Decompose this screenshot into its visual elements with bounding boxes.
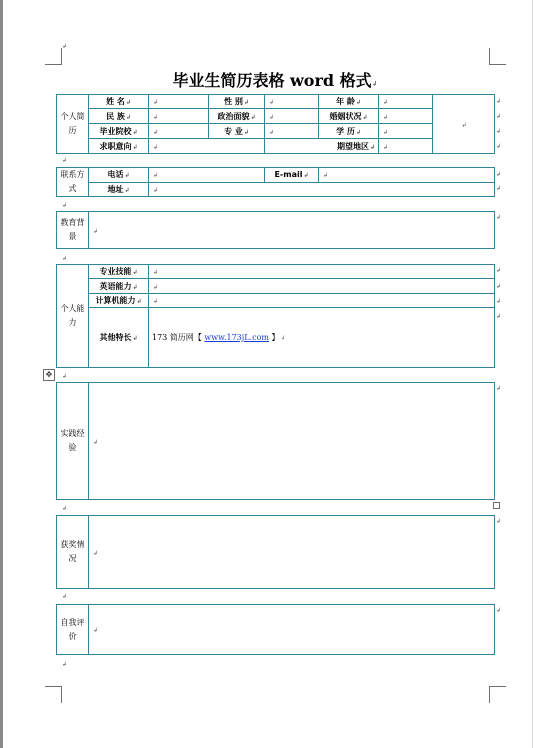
email-label[interactable]: E-mail↲ (265, 168, 319, 183)
ability-table (56, 264, 495, 368)
row-end-mark: ↲ (496, 518, 502, 525)
self-eval-field[interactable]: ↲ (89, 605, 495, 655)
gender-field[interactable]: ↲ (265, 95, 319, 109)
page-edge-left (0, 0, 3, 748)
paragraph-mark: ↲ (62, 373, 68, 380)
name-label[interactable]: 姓 名↲ (89, 95, 149, 109)
contact-table (56, 167, 495, 197)
row-end-mark: ↲ (496, 128, 502, 135)
section-practice[interactable]: 实践经验 (57, 383, 89, 500)
politics-label[interactable]: 政治面貌↲ (209, 109, 265, 124)
other-field[interactable]: 173 简历网【 www.173jL.com 】↲ (149, 308, 495, 368)
row-end-mark: ↲ (496, 214, 502, 221)
paragraph-mark: ↲ (62, 43, 68, 50)
row-end-mark: ↲ (496, 185, 502, 192)
ethnicity-label[interactable]: 民 族↲ (89, 109, 149, 124)
section-contact[interactable]: 联系方式 (57, 168, 89, 197)
table-resize-handle-icon[interactable] (493, 502, 500, 509)
paragraph-mark: ↲ (62, 202, 68, 209)
row-end-mark: ↲ (496, 98, 502, 105)
age-label[interactable]: 年 龄↲ (319, 95, 379, 109)
major-label[interactable]: 专 业↲ (209, 124, 265, 139)
crop-mark-bottom-right (489, 686, 506, 703)
website-link[interactable]: www.173jL.com (204, 333, 269, 342)
skill-label[interactable]: 专业技能↲ (89, 265, 149, 279)
education-table (56, 211, 495, 249)
section-self-eval[interactable]: 自我评价 (57, 605, 89, 655)
computer-field[interactable]: ↲ (149, 294, 495, 308)
crop-mark-top-left (45, 48, 62, 65)
basic-info-table (56, 94, 495, 154)
section-education[interactable]: 教育背景 (57, 212, 89, 249)
self-eval-table (56, 604, 495, 655)
awards-field[interactable]: ↲ (89, 516, 495, 589)
other-label[interactable]: 其他特长↲ (89, 308, 149, 368)
marital-label[interactable]: 婚姻状况↲ (319, 109, 379, 124)
paragraph-mark: ↲ (62, 593, 68, 600)
skill-field[interactable]: ↲ (149, 265, 495, 279)
email-field[interactable]: ↲ (319, 168, 495, 183)
photo-cell[interactable]: ↲ (433, 95, 495, 154)
degree-label[interactable]: 学 历↲ (319, 124, 379, 139)
degree-field[interactable]: ↲ (379, 124, 433, 139)
paragraph-mark: ↲ (62, 661, 68, 668)
row-end-mark: ↲ (496, 298, 502, 305)
paragraph-mark: ↲ (62, 505, 68, 512)
section-ability[interactable]: 个人能力 (57, 265, 89, 368)
major-field[interactable]: ↲ (265, 124, 319, 139)
gender-label[interactable]: 性 别↲ (209, 95, 265, 109)
table-move-handle-icon[interactable]: ✥ (43, 369, 55, 381)
area-field[interactable]: ↲ (379, 139, 495, 154)
practice-table (56, 382, 495, 500)
ethnicity-field[interactable]: ↲ (149, 109, 209, 124)
practice-field[interactable]: ↲ (89, 383, 495, 500)
area-label[interactable]: 期望地区↲ (265, 139, 379, 154)
education-field[interactable]: ↲ (89, 212, 495, 249)
intent-field[interactable]: ↲ (149, 139, 265, 154)
crop-mark-top-right (489, 48, 506, 65)
section-basic-info[interactable]: 个人简历 (57, 95, 89, 154)
age-field[interactable]: ↲ (379, 95, 433, 109)
school-label[interactable]: 毕业院校↲ (89, 124, 149, 139)
paragraph-mark: ↲ (62, 255, 68, 262)
phone-label[interactable]: 电话↲ (89, 168, 149, 183)
row-end-mark: ↲ (496, 143, 502, 150)
row-end-mark: ↲ (496, 313, 502, 320)
phone-field[interactable]: ↲ (149, 168, 265, 183)
row-end-mark: ↲ (496, 171, 502, 178)
row-end-mark: ↲ (496, 267, 502, 274)
name-field[interactable]: ↲ (149, 95, 209, 109)
computer-label[interactable]: 计算机能力↲ (89, 294, 149, 308)
row-end-mark: ↲ (496, 283, 502, 290)
crop-mark-bottom-left (45, 686, 62, 703)
marital-field[interactable]: ↲ (379, 109, 433, 124)
awards-table (56, 515, 495, 589)
row-end-mark: ↲ (496, 385, 502, 392)
school-field[interactable]: ↲ (149, 124, 209, 139)
english-label[interactable]: 英语能力↲ (89, 279, 149, 294)
address-field[interactable]: ↲ (149, 182, 495, 197)
document-title[interactable]: 毕业生简历表格 word 格式↲ (172, 71, 378, 90)
english-field[interactable]: ↲ (149, 279, 495, 294)
paragraph-mark: ↲ (62, 157, 68, 164)
row-end-mark: ↲ (496, 113, 502, 120)
address-label[interactable]: 地址↲ (89, 182, 149, 197)
section-awards[interactable]: 获奖情况 (57, 516, 89, 589)
row-end-mark: ↲ (496, 607, 502, 614)
politics-field[interactable]: ↲ (265, 109, 319, 124)
intent-label[interactable]: 求职意向↲ (89, 139, 149, 154)
